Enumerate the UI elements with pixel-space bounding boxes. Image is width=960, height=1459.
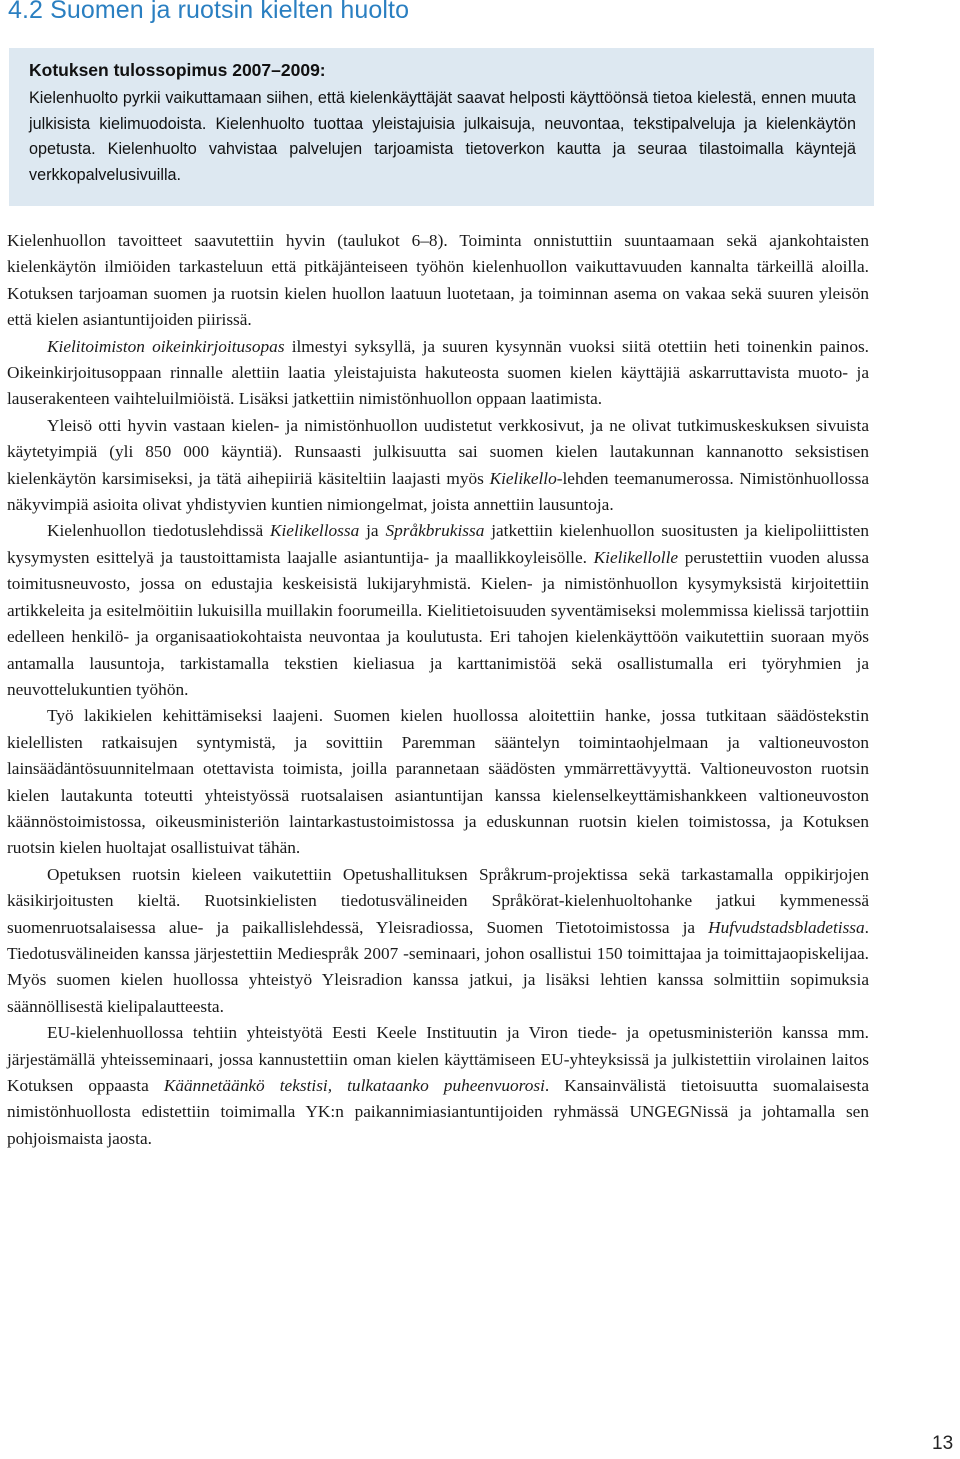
section-heading: 4.2 Suomen ja ruotsin kielten huolto <box>8 0 410 24</box>
italic-title-run: Hufvudstadsbladetissa <box>708 917 865 937</box>
box-text: Kielenhuolto pyrkii vaikuttamaan siihen, että kielenkäyttäjät saavat helposti käyttöönsä tietoa kielestä, ennen muuta julkisista kielimuodoista. Kielenhuolto tuottaa yleistajuisia julkaisuja, neuvontaa, tekstipalveluja ja kielenkäytön opetusta. Kielenhuolto vahvistaa palvelujen tarjoamista tietoverkon kautta ja seuraa tilastoimalla käyntejä verkkopalvelusivuilla. <box>29 89 856 184</box>
body-paragraph <box>7 518 869 703</box>
body-paragraph <box>7 334 869 413</box>
text-run: Yleisö otti hyvin vastaan kielen- ja nimistönhuollon uudistetut verkkosivut, ja ne olivat tutkimuskeskuksen sivuista käytetyimpiä (yli 850 000 käyntiä). Runsaasti julkisuutta sai suomen kielen lautakunnan kannanotto seksistisen kielenkäytön karsimiseksi, ja tätä aihepiiriä käsiteltiin laajasti myös <box>7 415 869 488</box>
text-run: Työ lakikielen kehittämiseksi laajeni. Suomen kielen huollossa aloitettiin hanke, jossa tutkitaan säädöstekstin kielellisten ratkaisujen syntymistä, ja sovittiin Paremman sääntelyn toimintaohjelmaan ja valtioneuvoston lainsäädäntösuunnitelmaan otettavista toimista, joilla parannetaan säädösten ymmärrettävyyttä. Valtioneuvoston ruotsin kielen lautakunta toteutti yhteistyössä ruotsalaisen asiantuntijan kanssa kielenselkeyttämishankkeen valtioneuvoston käännöstoimistossa, oikeusministeriön laintarkastustoimistossa ja eduskunnan ruotsin kielen toimistossa, ja Kotuksen ruotsin kielen huoltajat osallistuivat tähän. <box>7 706 869 858</box>
body-paragraph <box>7 413 869 519</box>
text-run: ja <box>359 521 386 541</box>
text-run: Kielenhuollon tavoitteet saavutettiin hyvin (taulukot 6–8). Toiminta onnistuttiin suuntaamaan sekä ajankohtaisten kielenkäytön ilmiöiden tarkasteluun että pitkäjänteiseen työhön kielenhuollon vaikuttavuuden kannalta tärkeillä aloilla. Kotuksen tarjoaman suomen ja ruotsin kielen huollon laatuun luotetaan, ja toiminnan asema on vakaa sekä suuren yleisön että kielen asiantuntijoiden piirissä. <box>7 231 869 330</box>
performance-agreement-box <box>9 48 874 206</box>
italic-title-run: Språkbrukissa <box>385 521 485 541</box>
italic-title-run: Kielikello <box>489 468 557 488</box>
text-run: Opetuksen ruotsin kieleen vaikutettiin Opetushallituksen Språkrum-projektissa sekä tarkastamalla oppikirjojen käsikirjoitusten kieltä. Ruotsinkielisten tiedotusvälineiden Språkörat-kielenhuoltohanke jatkui kymmenessä suomenruotsalaisessa alue- ja paikallislehdessä, Yleisradiossa, Suomen Tietotoimistossa ja <box>7 864 869 937</box>
text-run: jatkettiin kielenhuollon suositusten ja kielipoliittisten kysymysten esittelyä ja taustoittamista laajalle asiantuntija- ja maallikkoyleisölle. <box>7 521 869 567</box>
text-run: . Tiedotusvälineiden kanssa järjestettiin Mediespråk 2007 -seminaari, johon osallistui 150 toimittajaa ja toimittajaopiskelijaa. Myös suomen kielen huollossa yhteistyö Yleisradion kanssa jatkui, ja lisäksi lehtien kanssa solmittiin sopimuksia säännöllisestä kielipalautteesta. <box>7 917 869 1016</box>
body-text <box>7 228 869 1152</box>
text-run: -lehden teemanumerossa. Nimistönhuollossa näkyvimpiä asioita olivat yhdistyvien kuntien nimiongelmat, joista annettiin lausuntoja. <box>7 468 870 515</box>
text-run: . Kansainvälistä tietoisuutta suomalaisesta nimistönhuollosta edistettiin toimimalla YK:n paikannimiasiantuntijoiden ryhmässä UNGEGNissä ja johtamalla sen pohjoismaista jaosta. <box>7 1076 869 1148</box>
text-run: EU-kielenhuollossa tehtiin yhteistyötä Eesti Keele Instituutin ja Viron tiede- ja opetusministeriön kanssa mm. järjestämällä yhteisseminaari, jossa kannustettiin oman kielen käyttämiseen EU-yhteyksissä ja julkistettiin virolainen laitos Kotuksen oppaasta <box>7 1023 869 1095</box>
body-paragraph <box>7 862 869 1020</box>
italic-title-run: Kielikellolle <box>593 547 679 567</box>
italic-title-run: Kielitoimiston oikeinkirjoitusopas <box>47 336 285 356</box>
body-paragraph <box>7 703 869 861</box>
text-run: ilmestyi syksyllä, ja suuren kysynnän vuoksi siitä otettiin heti toinenkin painos. Oikeinkirjoitusoppaan rinnalle alettiin laatia yleistajuista hakuteosta suomen kielen käyttäjiä askarruttavista muoto- ja lauserakenteen vaihteluilmiöistä. Lisäksi jatkettiin nimistönhuollon oppaan laatimista. <box>7 336 870 409</box>
page-number: 13 <box>932 1433 954 1454</box>
body-paragraph <box>7 1020 869 1152</box>
italic-title-run: Käännetäänkö tekstisi, tulkataanko puheenvuorosi <box>163 1076 545 1095</box>
box-title: Kotuksen tulossopimus 2007–2009: <box>29 60 326 80</box>
text-run: perustettiin vuoden alussa toimitusneuvosto, jossa on edustajia keskeisistä lukijaryhmistä. Kielen- ja nimistönhuollon kysymyksistä kirjoitettiin artikkeleita ja esitelmöitiin lukuisilla muillakin foorumeilla. Kielitietoisuuden syventämiseksi molemmissa kielissä tarjottiin edelleen henkilö- ja organisaatiokohtaista neuvontaa ja koulutusta. Eri tahojen kielenkäyttöön vaikutettiin suoraan myös antamalla lausuntoja, tarkistamalla tekstien kieliasua ja karttanimistöä sekä osallistumalla eri työryhmien ja neuvottelukuntien työhön. <box>7 547 869 699</box>
text-run: Kielenhuollon tiedotuslehdissä <box>47 521 270 541</box>
body-paragraph <box>7 228 869 334</box>
italic-title-run: Kielikellossa <box>269 521 360 541</box>
